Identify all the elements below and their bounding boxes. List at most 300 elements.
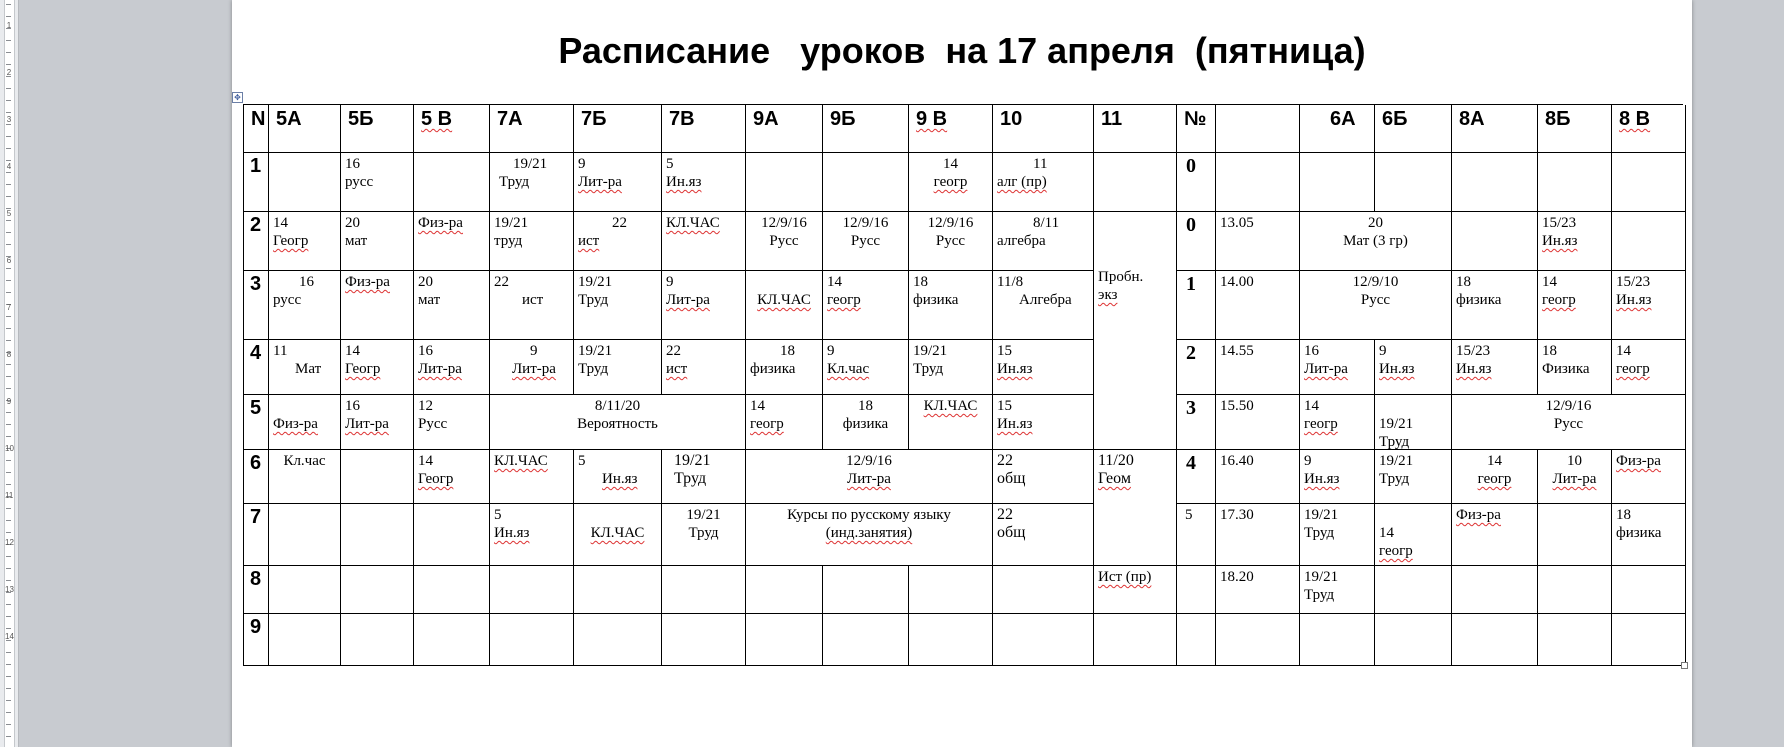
cell-text: 22 [494, 274, 509, 290]
table-cell[interactable] [823, 566, 909, 614]
table-cell[interactable] [993, 566, 1094, 614]
table-cell[interactable] [1452, 504, 1538, 566]
header-cell[interactable] [1216, 105, 1300, 153]
header-cell[interactable]: № [1177, 105, 1216, 153]
row-number[interactable]: 2 [244, 212, 269, 271]
cell-text: 12/9/16 [842, 215, 889, 231]
cell-text: 14 [345, 343, 360, 359]
table-cell[interactable] [662, 566, 746, 614]
table-cell[interactable] [909, 566, 993, 614]
table-cell[interactable] [746, 566, 823, 614]
table-cell[interactable] [662, 212, 746, 271]
table-cell[interactable] [269, 450, 341, 504]
table-cell[interactable] [1094, 153, 1177, 212]
table-cell[interactable] [1452, 614, 1538, 666]
table-cell[interactable] [746, 395, 823, 450]
table-cell[interactable] [269, 614, 341, 666]
ruler-number: 2 [6, 68, 12, 77]
table-cell-merged[interactable] [490, 395, 746, 450]
ruler-tick [6, 232, 11, 233]
row-number[interactable]: 9 [244, 614, 269, 666]
schedule-table[interactable] [243, 104, 1683, 666]
table-cell[interactable] [993, 395, 1094, 450]
table-cell[interactable] [574, 614, 662, 666]
header-cell[interactable]: N [244, 105, 269, 153]
table-cell[interactable] [1612, 340, 1686, 395]
table-cell[interactable] [414, 271, 490, 340]
ruler-tick [6, 712, 11, 713]
table-cell[interactable] [574, 153, 662, 212]
cell-text [750, 415, 818, 433]
cell-text: 12 [418, 398, 433, 414]
cell-text: 11/8 [997, 274, 1024, 290]
document-title[interactable]: Расписание уроков на 17 апреля (пятница) [558, 30, 1366, 71]
cell-text: Русс [418, 416, 448, 432]
header-cell[interactable]: 5А [269, 105, 341, 153]
table-cell[interactable] [574, 340, 662, 395]
row-number[interactable]: 5 [244, 395, 269, 450]
table-cell[interactable] [993, 271, 1094, 340]
table-cell[interactable] [1538, 212, 1612, 271]
time-cell[interactable]: 13.05 [1216, 212, 1300, 271]
table-cell[interactable] [909, 340, 993, 395]
cell-text: Труд [578, 292, 609, 308]
cell-text: 15/23 [1616, 274, 1651, 290]
table-cell[interactable] [414, 450, 490, 504]
cell-text: 11 [1033, 156, 1048, 172]
table-cell[interactable] [414, 504, 490, 566]
table-cell[interactable] [1538, 153, 1612, 212]
header-cell[interactable]: 7А [490, 105, 574, 153]
cell-text: 19/21 [1304, 569, 1339, 585]
ruler-tick [6, 52, 11, 53]
cell-text: 9 [530, 343, 538, 359]
table-cell[interactable] [746, 212, 823, 271]
ruler-number: 5 [6, 209, 12, 218]
table-cell[interactable] [909, 395, 993, 450]
table-cell[interactable] [1375, 395, 1452, 450]
table-cell[interactable] [490, 614, 574, 666]
spellcheck-underline: Лит-ра [666, 292, 710, 308]
table-cell[interactable] [1612, 504, 1686, 566]
table-cell[interactable] [1452, 153, 1538, 212]
cell-text [345, 273, 409, 291]
table-cell[interactable] [746, 271, 823, 340]
cell-text [666, 214, 741, 232]
table-cell[interactable] [1452, 271, 1538, 340]
cell-text [345, 360, 409, 378]
table-cell[interactable] [1612, 450, 1686, 504]
cell-text [750, 524, 988, 542]
table-cell[interactable] [1300, 504, 1375, 566]
table-cell[interactable] [993, 212, 1094, 271]
table-cell[interactable] [1612, 614, 1686, 666]
spellcheck-underline: Ист (пр) [1098, 569, 1152, 585]
table-cell[interactable] [993, 450, 1094, 504]
ruler-number: 4 [6, 162, 12, 171]
table-cell[interactable] [490, 153, 574, 212]
table-cell[interactable] [490, 504, 574, 566]
table-cell[interactable] [341, 450, 414, 504]
ruler-tick [6, 184, 11, 185]
cell-text: 19/21 [1379, 416, 1414, 432]
cell-text [1379, 360, 1447, 378]
table-cell[interactable] [341, 566, 414, 614]
lesson-number[interactable]: 5 [1177, 504, 1216, 566]
cell-text: Труд [1304, 587, 1335, 603]
ruler-tick [6, 688, 11, 689]
table-cell[interactable] [1300, 395, 1375, 450]
cell-text [1616, 360, 1681, 378]
table-cell[interactable] [269, 153, 341, 212]
table-move-icon[interactable]: ✥ [232, 92, 243, 103]
table-cell[interactable] [1375, 614, 1452, 666]
cell-text [1304, 360, 1370, 378]
table-cell[interactable] [662, 614, 746, 666]
table-cell[interactable] [341, 271, 414, 340]
table-cell[interactable] [823, 212, 909, 271]
table-cell[interactable] [662, 153, 746, 212]
ruler-number: 8 [6, 350, 12, 359]
table-cell[interactable] [414, 153, 490, 212]
cell-text [1456, 506, 1533, 524]
cell-text: 9 [1379, 343, 1387, 359]
cell-text [578, 470, 657, 488]
table-cell[interactable] [414, 614, 490, 666]
header-text: 5 В [421, 108, 453, 130]
cell-text: 18 [1456, 274, 1471, 290]
ruler-tick [6, 88, 11, 89]
table-cell[interactable] [909, 153, 993, 212]
table-cell[interactable] [662, 271, 746, 340]
table-cell[interactable] [490, 271, 574, 340]
table-cell-merged[interactable] [1452, 395, 1686, 450]
table-cell[interactable] [1300, 566, 1375, 614]
table-cell[interactable] [1612, 271, 1686, 340]
table-resize-handle[interactable] [1681, 662, 1688, 669]
table-cell[interactable] [269, 395, 341, 450]
table-cell[interactable] [909, 614, 993, 666]
table-cell-merged[interactable] [1300, 271, 1452, 340]
table-cell[interactable] [1300, 450, 1375, 504]
table-cell[interactable] [1538, 614, 1612, 666]
header-cell[interactable]: 6Б [1375, 105, 1452, 153]
spellcheck-underline: Физ-ра [273, 416, 318, 432]
table-cell[interactable] [1538, 271, 1612, 340]
table-cell[interactable] [490, 450, 574, 504]
cell-text: Труд [1379, 434, 1410, 450]
ruler-number: 7 [6, 303, 12, 312]
table-cell[interactable] [1177, 566, 1216, 614]
table-cell[interactable] [909, 271, 993, 340]
spellcheck-underline: геогр [1477, 471, 1512, 487]
header-cell[interactable]: 8Б [1538, 105, 1612, 153]
table-cell[interactable] [1452, 340, 1538, 395]
table-cell[interactable] [490, 340, 574, 395]
table-cell[interactable] [823, 395, 909, 450]
ruler-tick [6, 16, 11, 17]
table-cell[interactable] [1300, 614, 1375, 666]
cell-text: Русс [1553, 416, 1584, 432]
table-cell[interactable] [746, 153, 823, 212]
table-cell[interactable] [823, 614, 909, 666]
cell-text: 12/9/16 [927, 215, 974, 231]
table-cell[interactable] [269, 566, 341, 614]
table-cell[interactable] [1094, 614, 1177, 666]
ruler-tick [6, 616, 11, 617]
table-cell[interactable] [414, 340, 490, 395]
header-cell[interactable]: 9Б [823, 105, 909, 153]
table-cell-merged[interactable] [746, 450, 993, 504]
table-cell[interactable] [269, 504, 341, 566]
table-cell[interactable] [574, 566, 662, 614]
ruler-tick [6, 460, 11, 461]
table-cell[interactable] [574, 271, 662, 340]
cell-text: 16 [418, 343, 433, 359]
cell-text: 22 [666, 343, 681, 359]
lesson-number[interactable]: 2 [1177, 340, 1216, 395]
spellcheck-underline: КЛ.ЧАС [494, 453, 548, 469]
zero-lesson-number[interactable]: 1 [1177, 271, 1216, 340]
table-cell[interactable] [1612, 566, 1686, 614]
row-number[interactable]: 8 [244, 566, 269, 614]
spellcheck-underline: ист [666, 361, 688, 377]
cell-text [578, 173, 657, 191]
table-cell[interactable] [1538, 450, 1612, 504]
header-cell[interactable]: 7Б [574, 105, 662, 153]
spellcheck-underline: Геогр [345, 361, 381, 377]
cell-text [1542, 291, 1607, 309]
cell-text [494, 524, 569, 542]
cell-text [913, 173, 988, 191]
ruler-tick [6, 472, 11, 473]
cell-text: Труд [674, 470, 707, 487]
table-cell[interactable] [823, 153, 909, 212]
header-cell[interactable]: 11 [1094, 105, 1177, 153]
table-cell[interactable] [574, 212, 662, 271]
table-cell[interactable] [574, 450, 662, 504]
ruler-tick [6, 652, 11, 653]
ruler-number: 14 [5, 632, 14, 641]
table-cell[interactable] [746, 340, 823, 395]
lesson-number[interactable]: 3 [1177, 395, 1216, 450]
table-cell[interactable] [341, 340, 414, 395]
time-cell[interactable]: 16.40 [1216, 450, 1300, 504]
cell-text: Русс [1360, 292, 1391, 308]
table-cell[interactable] [1375, 450, 1452, 504]
cell-text [1616, 452, 1681, 470]
ruler-tick [6, 568, 11, 569]
table-cell[interactable] [1538, 340, 1612, 395]
cell-text [1098, 470, 1172, 488]
cell-text [1456, 470, 1533, 488]
cell-text: 22 [997, 506, 1013, 523]
header-cell[interactable]: 9А [746, 105, 823, 153]
table-cell[interactable] [746, 614, 823, 666]
ruler-tick [6, 736, 11, 737]
row-number[interactable]: 3 [244, 271, 269, 340]
header-cell[interactable]: 10 [993, 105, 1094, 153]
spellcheck-underline: геогр [933, 174, 968, 190]
table-cell[interactable] [993, 614, 1094, 666]
table-cell[interactable] [993, 340, 1094, 395]
table-cell[interactable] [1452, 566, 1538, 614]
header-cell[interactable]: 5Б [341, 105, 414, 153]
document-page[interactable] [232, 0, 1692, 747]
table-cell[interactable] [341, 504, 414, 566]
table-cell[interactable] [1375, 153, 1452, 212]
table-cell[interactable] [662, 450, 746, 504]
header-cell[interactable]: 6А [1300, 105, 1375, 153]
table-cell-merged[interactable] [1094, 212, 1177, 450]
table-cell-merged[interactable] [1094, 450, 1177, 566]
table-cell[interactable] [574, 504, 662, 566]
cell-text: физика [750, 361, 796, 377]
cell-text: физика [842, 416, 889, 432]
spellcheck-underline: Лит-ра [578, 174, 622, 190]
cell-text: 19/21 [913, 343, 948, 359]
table-cell[interactable] [823, 340, 909, 395]
ruler-tick [6, 484, 11, 485]
ruler-tick [6, 508, 11, 509]
table-cell[interactable] [341, 153, 414, 212]
ruler-tick [6, 220, 11, 221]
cell-text: Труд [499, 174, 530, 190]
row-number[interactable]: 1 [244, 153, 269, 212]
time-cell[interactable]: 15.50 [1216, 395, 1300, 450]
cell-text: 14 [1304, 398, 1319, 414]
header-cell[interactable]: 8А [1452, 105, 1538, 153]
lesson-number[interactable]: 4 [1177, 450, 1216, 504]
ruler-tick [6, 628, 11, 629]
table-cell[interactable] [414, 212, 490, 271]
table-cell[interactable] [1452, 212, 1538, 271]
table-cell-merged[interactable] [746, 504, 993, 566]
table-cell[interactable] [1612, 153, 1686, 212]
cell-text [1304, 470, 1370, 488]
cell-text: 14 [418, 453, 433, 469]
spellcheck-underline: Ин.яз [1304, 471, 1340, 487]
table-cell[interactable] [909, 212, 993, 271]
cell-text [1616, 291, 1681, 309]
row-number[interactable]: 6 [244, 450, 269, 504]
spellcheck-underline: Ин.яз [494, 525, 530, 541]
cell-text: 11 [273, 343, 288, 359]
header-cell[interactable]: 7В [662, 105, 746, 153]
table-cell[interactable] [1538, 504, 1612, 566]
table-cell[interactable] [341, 395, 414, 450]
table-cell[interactable] [490, 212, 574, 271]
cell-text: 20 [345, 215, 360, 231]
header-cell[interactable] [1612, 105, 1686, 153]
table-cell[interactable] [1538, 566, 1612, 614]
table-cell[interactable] [1612, 212, 1686, 271]
ruler-number: 1 [6, 21, 12, 30]
table-cell-merged[interactable] [1300, 212, 1452, 271]
table-cell[interactable] [414, 566, 490, 614]
time-cell[interactable]: 14.00 [1216, 271, 1300, 340]
ruler-tick [6, 316, 11, 317]
cell-text: 18 [913, 274, 928, 290]
cell-text: 5 [666, 156, 674, 172]
cell-text: Мат (3 гр) [1343, 233, 1408, 249]
spellcheck-underline: геогр [827, 292, 861, 308]
header-cell[interactable] [909, 105, 993, 153]
table-cell[interactable] [662, 340, 746, 395]
spellcheck-underline: ист [578, 233, 600, 249]
table-cell[interactable] [1375, 566, 1452, 614]
ruler-tick [6, 376, 11, 377]
vertical-ruler[interactable] [0, 0, 19, 747]
spellcheck-underline: Кл.час [827, 361, 870, 377]
cell-text: 14 [943, 156, 958, 172]
table-cell[interactable] [414, 395, 490, 450]
cell-text: 12/9/10 [1352, 274, 1399, 290]
cell-text: 15 [997, 343, 1012, 359]
zero-lesson-number[interactable]: 0 [1177, 212, 1216, 271]
ruler-tick [6, 340, 11, 341]
cell-text: 9 [578, 156, 586, 172]
table-cell[interactable] [1094, 566, 1177, 614]
cell-text: Труд [1304, 525, 1335, 541]
cell-text: физика [913, 292, 959, 308]
table-cell[interactable] [662, 504, 746, 566]
cell-text: ист [522, 292, 544, 308]
row-number[interactable]: 7 [244, 504, 269, 566]
table-cell[interactable] [341, 212, 414, 271]
time-cell[interactable]: 14.55 [1216, 340, 1300, 395]
cell-text: 22 [997, 452, 1013, 469]
spellcheck-underline: КЛ.ЧАС [923, 398, 978, 414]
table-cell[interactable] [993, 153, 1094, 212]
table-cell[interactable] [1216, 153, 1300, 212]
table-cell[interactable] [1375, 340, 1452, 395]
cell-text: 14 [273, 215, 288, 231]
cell-text [913, 397, 988, 415]
table-cell[interactable] [823, 271, 909, 340]
cell-text: Русс [769, 233, 799, 249]
table-cell[interactable] [1375, 504, 1452, 566]
table-cell[interactable] [490, 566, 574, 614]
table-cell[interactable] [1216, 614, 1300, 666]
cell-text: 5 [578, 453, 586, 469]
cell-text [1304, 415, 1370, 433]
ruler-tick [6, 604, 11, 605]
cell-text [273, 415, 336, 433]
table-cell[interactable] [269, 271, 341, 340]
row-number[interactable]: 4 [244, 340, 269, 395]
time-cell[interactable]: 18.20 [1216, 566, 1300, 614]
table-cell[interactable] [1452, 450, 1538, 504]
table-cell[interactable] [269, 340, 341, 395]
spellcheck-underline: Ин.яз [997, 361, 1033, 377]
ruler-tick [6, 436, 11, 437]
header-cell[interactable] [414, 105, 490, 153]
cell-text: Вероятность [577, 416, 658, 432]
time-cell[interactable]: 17.30 [1216, 504, 1300, 566]
table-cell[interactable] [993, 504, 1094, 566]
table-cell[interactable] [269, 212, 341, 271]
table-cell[interactable] [1300, 153, 1375, 212]
zero-lesson-number[interactable]: 0 [1177, 153, 1216, 212]
cell-text: 14 [1487, 453, 1502, 469]
spellcheck-underline: Ин.яз [997, 416, 1033, 432]
cell-text: 18 [858, 398, 873, 414]
table-cell[interactable] [1177, 614, 1216, 666]
cell-text [418, 360, 485, 378]
table-cell[interactable] [1300, 340, 1375, 395]
table-cell[interactable] [341, 614, 414, 666]
